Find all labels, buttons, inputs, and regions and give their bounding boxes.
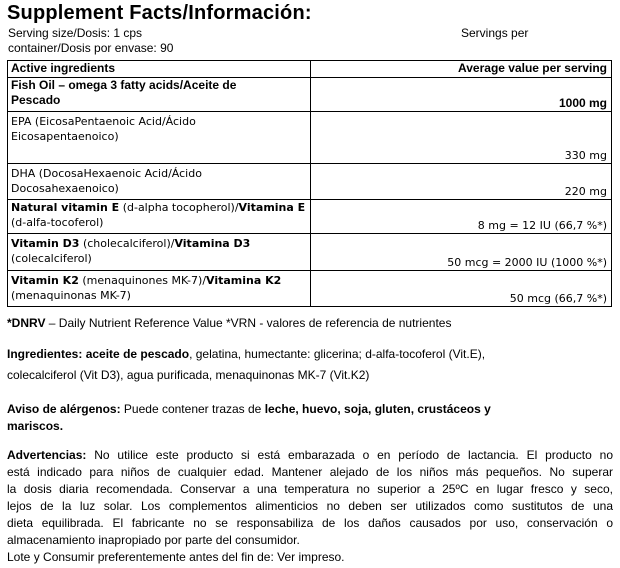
- ingredients-section: [7, 346, 613, 384]
- ingredient-name-es: Vitamina D3: [174, 237, 251, 250]
- ingredients-line: [7, 346, 613, 363]
- header-active-ingredients: Active ingredients: [8, 61, 311, 78]
- ingredient-detail: (cholecalciferol)/: [79, 237, 175, 250]
- servings-per-label: Servings per: [461, 26, 529, 40]
- table-header-row: [8, 61, 612, 78]
- ingredient-cell: [8, 112, 311, 164]
- ingredient-value: 8 mg = 12 IU (66,7 %*): [311, 200, 612, 234]
- table-row: [8, 164, 612, 200]
- ingredient-name: (d-alfa-tocoferol): [11, 216, 104, 229]
- servings-per-container-line: container/Dosis por envase: 90: [8, 41, 174, 55]
- warnings-section: [7, 447, 613, 566]
- ingredient-name-es: Vitamina E: [238, 201, 306, 214]
- ingredient-name: Docosahexaenoico): [11, 182, 119, 195]
- ingredient-value: 50 mcg = 2000 IU (1000 %*): [311, 234, 612, 271]
- ingredient-value: 220 mg: [311, 164, 612, 200]
- ingredient-name: EPA (EicosaPentaenoic Acid/Ácido: [11, 115, 196, 128]
- ingredient-name-es: Vitamina K2: [206, 274, 282, 287]
- warnings-label: Advertencias:: [7, 448, 87, 462]
- page-title: Supplement Facts/Información:: [7, 2, 312, 24]
- ingredient-name: DHA (DocosaHexaenoic Acid/Ácido: [11, 167, 202, 180]
- ingredient-detail: (menaquinones MK-7)/: [78, 274, 207, 287]
- table-row: [8, 78, 612, 112]
- ingredient-name: (colecalciferol): [11, 252, 92, 265]
- warnings-line: está indicado para niños de cualquier edad. Mantener alejado de los niños más pequeños. No superar: [7, 465, 613, 479]
- serving-size: [8, 26, 428, 56]
- ingredient-name: Pescado: [11, 93, 61, 107]
- ingredient-cell: [8, 200, 311, 234]
- allergens-text: Puede contener trazas de: [120, 402, 265, 416]
- ingredient-name: [11, 273, 307, 288]
- ingredient-value: 50 mcg (66,7 %*): [311, 271, 612, 307]
- warnings-line: lejos de la luz solar. Los complementos alimenticios no deben ser utilizados como sustitutos de una: [7, 499, 613, 513]
- supplement-facts-table: [7, 60, 612, 307]
- ingredient-name: [11, 236, 307, 251]
- warnings-line: la dosis diaria recomendada. Conservar a una temperatura no superior a 25ºC en lugar fresco y seco,: [7, 482, 613, 496]
- serving-size-line: Serving size/Dosis: 1 cps: [8, 26, 143, 40]
- ingredient-detail: (d-alpha tocopherol)/: [119, 201, 239, 214]
- ingredient-value: 1000 mg: [311, 78, 612, 112]
- table-row: [8, 200, 612, 234]
- ingredients-label: Ingredientes:: [7, 347, 83, 361]
- ingredients-text: , gelatina, humectante: glicerina; d-alfa-tocoferol (Vit.E),: [189, 347, 486, 361]
- header-average-value: Average value per serving: [311, 61, 612, 78]
- ingredient-name-en: Natural vitamin E: [11, 201, 120, 214]
- dnrv-footnote: [7, 316, 451, 330]
- lot-expiry-line: Lote y Consumir preferentemente antes del fin de: Ver impreso.: [7, 550, 345, 564]
- ingredients-main: aceite de pescado: [85, 347, 190, 361]
- ingredient-cell: [8, 78, 311, 112]
- ingredient-name: Eicosapentaenoico): [11, 130, 119, 143]
- ingredient-name: Fish Oil – omega 3 fatty acids/Aceite de: [11, 78, 237, 92]
- allergens-line: mariscos.: [7, 419, 64, 433]
- warnings-line: dieta equilibrada. El fabricante no se responsabiliza de los daños causados por uso, conservación o: [7, 516, 613, 530]
- ingredient-name-en: Vitamin D3: [11, 237, 80, 250]
- warnings-text: No utilice este producto si está embarazada o en período de lactancia. El producto no: [86, 448, 613, 462]
- ingredient-name: [11, 200, 307, 215]
- warnings-line: almacenamiento inapropiado por parte del consumidor.: [7, 533, 300, 547]
- allergens-list: leche, huevo, soja, gluten, crustáceos y: [264, 402, 491, 416]
- allergens-section: [7, 401, 613, 435]
- dnrv-label: *DNRV: [7, 316, 46, 330]
- ingredient-value: 330 mg: [311, 112, 612, 164]
- ingredient-name: (menaquinonas MK-7): [11, 289, 131, 302]
- table-row: [8, 271, 612, 307]
- table-row: [8, 112, 612, 164]
- ingredient-name-en: Vitamin K2: [11, 274, 79, 287]
- dnrv-text: – Daily Nutrient Reference Value *VRN - valores de referencia de nutrientes: [45, 316, 452, 330]
- allergens-line: [7, 401, 613, 418]
- ingredient-cell: [8, 271, 311, 307]
- ingredients-line: colecalciferol (Vit D3), agua purificada, menaquinonas MK-7 (Vit.K2): [7, 368, 370, 382]
- allergens-label: Aviso de alérgenos:: [7, 402, 121, 416]
- ingredient-cell: [8, 164, 311, 200]
- ingredient-cell: [8, 234, 311, 271]
- table-row: [8, 234, 612, 271]
- warnings-line: [7, 447, 613, 464]
